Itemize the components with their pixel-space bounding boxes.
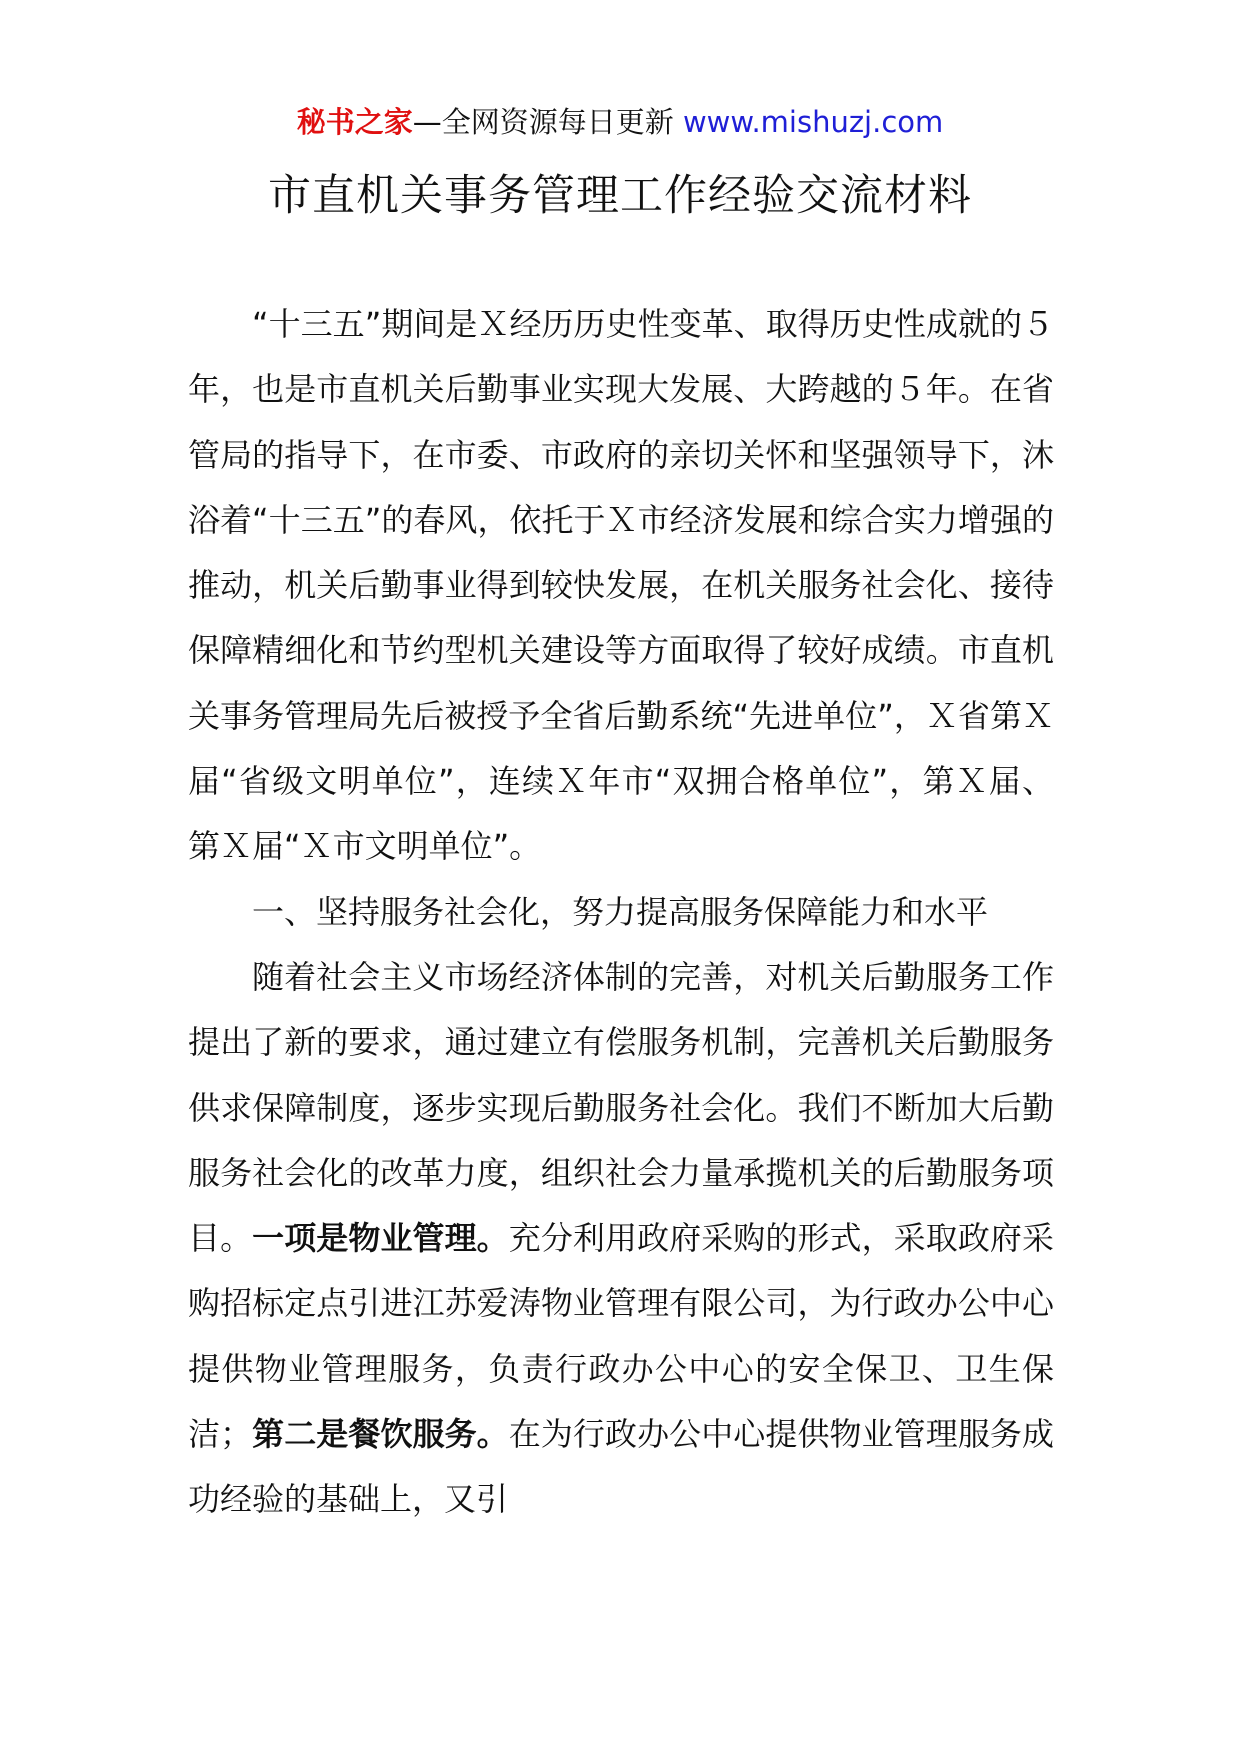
brand-name: 秘书之家 bbox=[296, 105, 413, 139]
section-paragraph bbox=[188, 945, 1054, 1533]
document-title: 市直机关事务管理工作经验交流材料 bbox=[268, 171, 972, 221]
paragraph-text: 随着社会主义市场经济体制的完善，对机关后勤服务工作提出了新的要求，通过建立有偿服务机制，完善机关后勤服务供求保障制度，逐步实现后勤服务社会化。我们不断加大后勤服务社会化的改革力度，组织社会力量承揽机关的后勤服务项目。 bbox=[188, 957, 1054, 1258]
paragraph-text: 在为行政办公中心提供物业管理服务成功经验的基础上，又引 bbox=[188, 1415, 1054, 1519]
site-header bbox=[0, 102, 1240, 142]
section-heading: 一、坚持服务社会化，努力提高服务保障能力和水平 bbox=[252, 892, 989, 931]
bold-subheading: 一项是物业管理。 bbox=[252, 1219, 509, 1258]
paragraph-text: 充分利用政府采购的形式，采取政府采购招标定点引进江苏爱涛物业管理有限公司，为行政办公中心提供物业管理服务，负责行政办公中心的安全保卫、卫生保洁； bbox=[188, 1219, 1054, 1454]
header-slogan: —全网资源每日更新 bbox=[412, 105, 683, 139]
bold-subheading: 第二是餐饮服务。 bbox=[252, 1415, 509, 1454]
document-body bbox=[188, 292, 1054, 1533]
site-url-link[interactable]: www.mishuzj.com bbox=[682, 105, 944, 139]
intro-paragraph: “十三五”期间是Ｘ经历历史性变革、取得历史性成就的５年，也是市直机关后勤事业实现大发展、大跨越的５年。在省管局的指导下，在市委、市政府的亲切关怀和坚强领导下，沐浴着“十三五”的春风，依托于Ｘ市经济发展和综合实力增强的推动，机关后勤事业得到较快发展，在机关服务社会化、接待保障精细化和节约型机关建设等方面取得了较好成绩。市直机关事务管理局先后被授予全省后勤系统“先进单位”，Ｘ省第Ｘ届“省级文明单位”，连续Ｘ年市“双拥合格单位”，第Ｘ届、第Ｘ届“Ｘ市文明单位”。 bbox=[188, 305, 1054, 866]
